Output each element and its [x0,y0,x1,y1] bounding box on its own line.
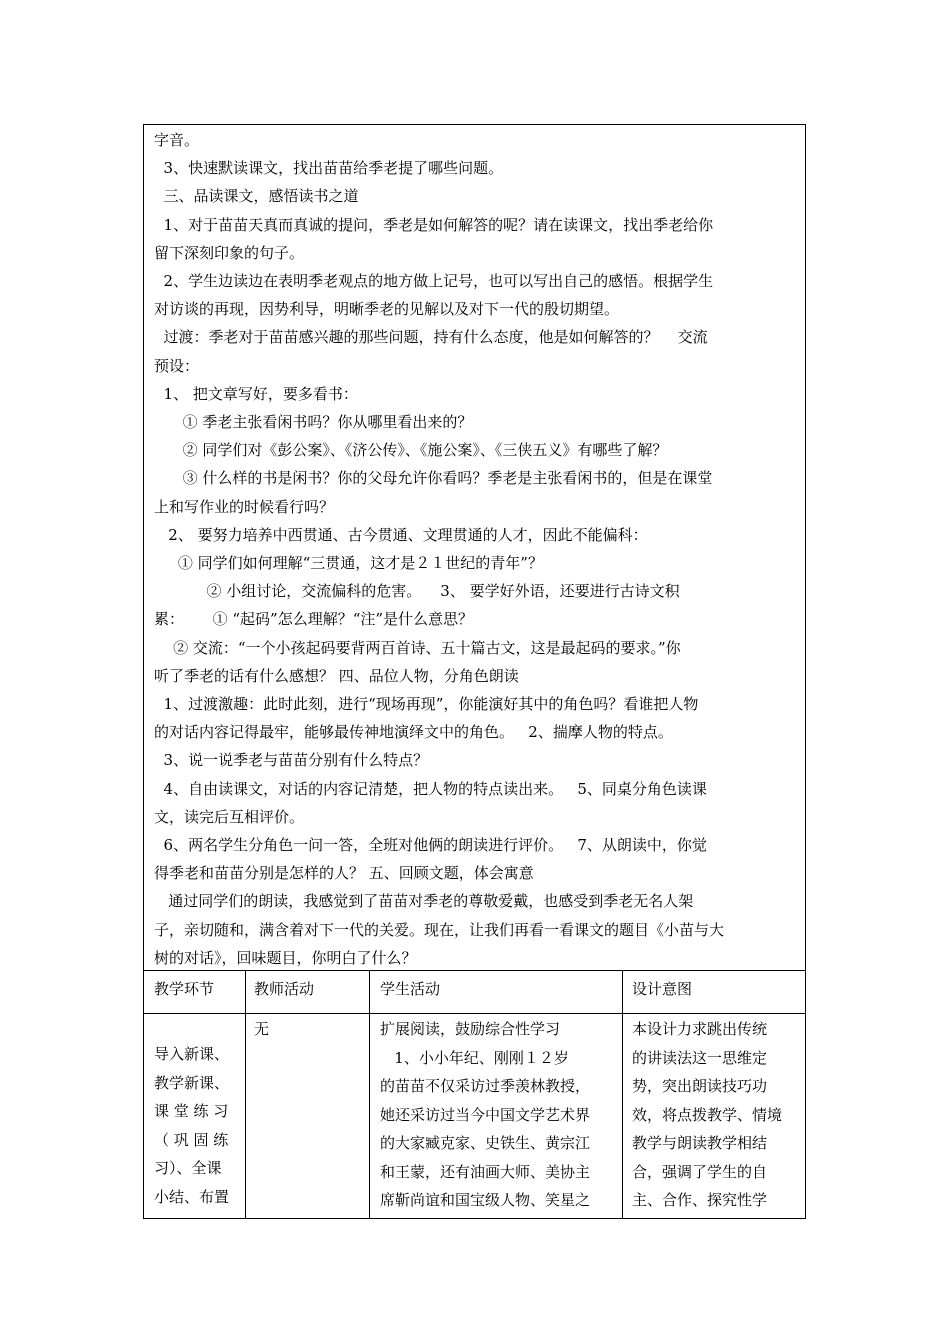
stage-line: 导入新课、 [154,1045,230,1063]
header-teaching-stage: 教学环节 [154,980,215,998]
intent-line: 教学与朗读教学相结 [632,1134,768,1152]
body-line: 预设： [154,356,200,375]
student-line: 的大家臧克家、史铁生、黄宗江 [380,1134,591,1152]
body-line: 3、快速默读课文，找出苗苗给季老提了哪些问题。 [154,159,504,178]
student-line: 席靳尚谊和国宝级人物、笑星之 [380,1191,591,1209]
intent-line: 合，强调了学生的自 [632,1162,768,1181]
body-line: 听了季老的话有什么感想？ 四、品位人物，分角色朗读 [154,666,519,685]
stage-line: 习）、全课 [154,1159,222,1177]
stage-line: 教学新课、 [154,1073,230,1092]
body-line: 文，读完后互相评价。 [154,807,305,826]
column-divider [245,970,246,1218]
stage-line: 课 堂 练 习 [154,1102,229,1120]
body-line: 的对话内容记得最牢，能够最传神地演绎文中的角色。 2、揣摩人物的特点。 [154,723,673,742]
table-top-border [144,970,805,971]
body-line: 过渡：季老对于苗苗感兴趣的那些问题，持有什么态度，他是如何解答的？ 交流 [154,328,708,347]
body-line: 子，亲切随和，满含着对下一代的关爱。现在，让我们再看一看课文的题目《小苗与大 [154,920,725,939]
body-line: 3、说一说季老与苗苗分别有什么特点？ [154,751,429,770]
body-line: 字音。 [154,131,200,149]
column-divider [369,970,370,1218]
body-line: 6、两名学生分角色一问一答，全班对他俩的朗读进行评价。 7、从朗读中，你觉 [154,836,707,854]
body-line: 三、品读课文，感悟读书之道 [154,187,359,206]
body-line: ③ 什么样的书是闲书？你的父母允许你看吗？季老是主张看闲书的，但是在课堂 [154,469,713,488]
column-divider [622,970,623,1218]
student-line: 1、小小年纪、刚刚１２岁 [380,1048,569,1067]
stage-line: 小结、布置 [154,1187,230,1206]
body-line: 2、学生边读边在表明季老观点的地方做上记号，也可以写出自己的感悟。根据学生 [154,272,714,290]
student-line: 和王蒙，还有油画大师、美协主 [380,1162,591,1181]
body-line: 对访谈的再现，因势利导，明晰季老的见解以及对下一代的殷切期望。 [154,300,620,319]
student-line: 的苗苗不仅采访过季羡林教授， [380,1077,591,1095]
body-line: 得季老和苗苗分别是怎样的人？ 五、回顾文题，体会寓意 [154,864,534,883]
body-line: 通过同学们的朗读，我感觉到了苗苗对季老的尊敬爱戴，也感受到季老无名人架 [154,892,694,911]
body-line: ② 小组讨论，交流偏科的危害。 3、 要学好外语，还要进行古诗文积 [154,582,680,601]
stage-line: （ 巩 固 练 [154,1130,229,1149]
intent-line: 本设计力求跳出传统 [632,1020,768,1038]
intent-line: 主、合作、探究性学 [632,1191,768,1209]
intent-line: 的讲读法这一思维定 [632,1048,768,1067]
lesson-plan-frame [143,124,806,1219]
body-line: ② 同学们对《彭公案》、《济公传》、《施公案》、《三侠五义》有哪些了解？ [154,441,668,460]
teacher-line: 无 [254,1020,270,1038]
table-header-divider [144,1013,805,1014]
body-line: 4、自由读课文，对话的内容记清楚，把人物的特点读出来。 5、同桌分角色读课 [154,779,707,798]
body-line: ② 交流：“一个小孩起码要背两百首诗、五十篇古文，这是最起码的要求。”你 [154,638,681,657]
header-design-intent: 设计意图 [632,980,693,998]
intent-line: 效，将点拨教学、情境 [632,1105,783,1124]
body-line: 累： ① “起码”怎么理解？“注”是什么意思？ [154,610,474,629]
body-line: 1、过渡激趣：此时此刻，进行“现场再现”，你能演好其中的角色吗？看谁把人物 [154,695,699,713]
header-student-activity: 学生活动 [380,980,441,998]
body-line: 上和写作业的时候看行吗？ [154,497,335,516]
body-line: 1、对于苗苗天真而真诚的提问，季老是如何解答的呢？请在读课文，找出季老给你 [154,215,714,234]
body-line: 树的对话》，回味题目，你明白了什么？ [154,948,417,967]
intent-line: 势，突出朗读技巧功 [632,1077,768,1095]
body-line: ① 同学们如何理解“三贯通，这才是２１世纪的青年”？ [154,554,543,572]
student-line: 扩展阅读，鼓励综合性学习 [380,1020,561,1038]
student-line: 她还采访过当今中国文学艺术界 [380,1105,591,1124]
body-line: ① 季老主张看闲书吗？你从哪里看出来的？ [154,413,473,431]
body-line: 2、 要努力培养中西贯通、古今贯通、文理贯通的人才，因此不能偏科： [154,525,648,544]
body-line: 留下深刻印象的句子。 [154,243,305,262]
lesson-body-text [144,125,805,970]
header-teacher-activity: 教师活动 [254,980,315,998]
body-line: 1、 把文章写好，要多看书： [154,384,358,403]
